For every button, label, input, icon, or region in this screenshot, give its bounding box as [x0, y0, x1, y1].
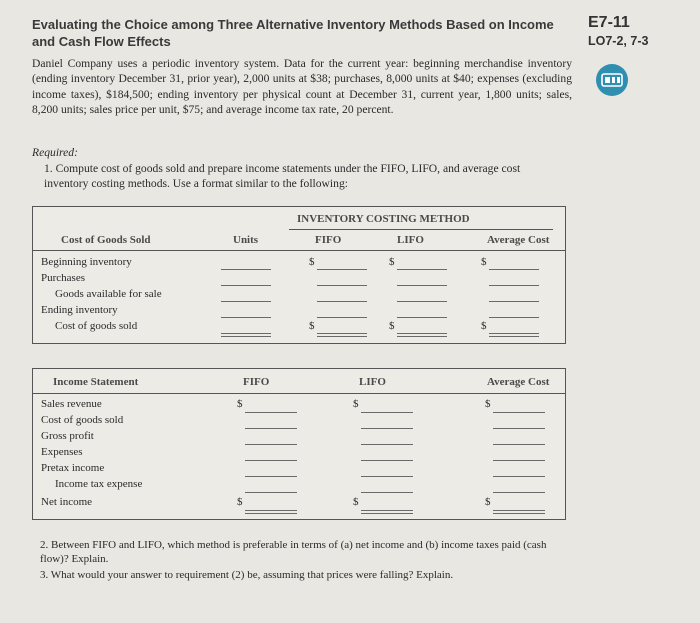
- answer-blank[interactable]: [317, 285, 367, 286]
- answer-blank[interactable]: [493, 444, 545, 445]
- dollar-sign: $: [309, 256, 315, 268]
- row-label: Gross profit: [41, 430, 94, 442]
- col-header-average: Average Cost: [487, 234, 550, 246]
- answer-blank[interactable]: [245, 428, 297, 429]
- dollar-sign: $: [485, 398, 491, 410]
- problem-statement: Daniel Company uses a periodic inventory system. Data for the current year: beginning merchandise inventory (ending inventory December 31, prior year), 2,000 units at $38; purchases, 8,000 units at $40; expenses (excluding income taxes), $184,500; ending inventory per physical count at December 31, current year, 1,800 units; sales, 8,200 units; sales price per unit, $75; and average income tax rate, 20 percent.: [32, 57, 572, 116]
- dollar-sign: $: [237, 496, 243, 508]
- exercise-code: E7-11: [588, 14, 630, 31]
- answer-blank[interactable]: [361, 460, 413, 461]
- row-label: Purchases: [41, 272, 85, 284]
- row-label: Beginning inventory: [41, 256, 132, 268]
- answer-blank[interactable]: [397, 269, 447, 270]
- dollar-sign: $: [389, 256, 395, 268]
- cogs-table: [32, 206, 566, 344]
- row-label: Income tax expense: [55, 478, 143, 490]
- answer-blank[interactable]: [245, 510, 297, 514]
- header-rule: [289, 229, 553, 230]
- row-label: Pretax income: [41, 462, 105, 474]
- col-header-fifo: FIFO: [243, 376, 270, 388]
- answer-blank[interactable]: [493, 412, 545, 413]
- answer-blank[interactable]: [245, 444, 297, 445]
- exercise-title: Evaluating the Choice among Three Alternative Inventory Methods Based on Income and Cash Flow Effects: [32, 17, 554, 49]
- col-header-lifo: LIFO: [359, 376, 386, 388]
- answer-blank[interactable]: [489, 269, 539, 270]
- answer-blank[interactable]: [493, 460, 545, 461]
- answer-blank[interactable]: [489, 285, 539, 286]
- income-statement-table: [32, 368, 566, 520]
- answer-blank[interactable]: [245, 412, 297, 413]
- col-header-cogs: Cost of Goods Sold: [61, 234, 151, 246]
- answer-blank[interactable]: [397, 301, 447, 302]
- dollar-sign: $: [485, 496, 491, 508]
- answer-blank[interactable]: [493, 492, 545, 493]
- answer-blank[interactable]: [245, 476, 297, 477]
- col-header-fifo: FIFO: [315, 234, 342, 246]
- answer-blank[interactable]: [397, 317, 447, 318]
- answer-blank[interactable]: [493, 510, 545, 514]
- row-label: Expenses: [41, 446, 83, 458]
- costing-method-header: INVENTORY COSTING METHOD: [297, 213, 470, 225]
- answer-blank[interactable]: [361, 510, 413, 514]
- col-header-units: Units: [233, 234, 259, 246]
- col-header-lifo: LIFO: [397, 234, 424, 246]
- header-divider: [33, 393, 565, 394]
- dollar-sign: $: [309, 320, 315, 332]
- row-label: Ending inventory: [41, 304, 118, 316]
- requirement-1: 1. Compute cost of goods sold and prepare income statements under the FIFO, LIFO, and average cost inventory costing methods. Use a format similar to the following:: [44, 162, 521, 191]
- answer-blank[interactable]: [221, 301, 271, 302]
- row-label: Sales revenue: [41, 398, 102, 410]
- answer-blank[interactable]: [317, 269, 367, 270]
- answer-blank[interactable]: [361, 412, 413, 413]
- answer-blank[interactable]: [489, 333, 539, 337]
- header-divider: [33, 250, 565, 251]
- video-badge[interactable]: [596, 64, 628, 96]
- dollar-sign: $: [237, 398, 243, 410]
- dollar-sign: $: [353, 398, 359, 410]
- answer-blank[interactable]: [397, 333, 447, 337]
- answer-blank[interactable]: [361, 492, 413, 493]
- col-header-income-statement: Income Statement: [53, 376, 139, 388]
- answer-blank[interactable]: [489, 301, 539, 302]
- answer-blank[interactable]: [245, 492, 297, 493]
- dollar-sign: $: [389, 320, 395, 332]
- dollar-sign: $: [481, 320, 487, 332]
- answer-blank[interactable]: [361, 476, 413, 477]
- required-label: Required:: [32, 146, 78, 159]
- answer-blank[interactable]: [493, 428, 545, 429]
- col-header-average: Average Cost: [487, 376, 550, 388]
- dollar-sign: $: [353, 496, 359, 508]
- row-label: Cost of goods sold: [41, 414, 124, 426]
- answer-blank[interactable]: [361, 444, 413, 445]
- answer-blank[interactable]: [493, 476, 545, 477]
- answer-blank[interactable]: [317, 317, 367, 318]
- answer-blank[interactable]: [221, 269, 271, 270]
- row-label: Goods available for sale: [55, 288, 162, 300]
- learning-objectives: LO7-2, 7-3: [588, 34, 649, 48]
- answer-blank[interactable]: [221, 333, 271, 337]
- answer-blank[interactable]: [245, 460, 297, 461]
- answer-blank[interactable]: [361, 428, 413, 429]
- requirement-2: 2. Between FIFO and LIFO, which method is preferable in terms of (a) net income and (b) income taxes paid (cash flow)? Explain.: [40, 539, 547, 565]
- requirement-3: 3. What would your answer to requirement (2) be, assuming that prices were falling? Explain.: [40, 569, 454, 581]
- answer-blank[interactable]: [489, 317, 539, 318]
- answer-blank[interactable]: [397, 285, 447, 286]
- answer-blank[interactable]: [221, 317, 271, 318]
- answer-blank[interactable]: [317, 301, 367, 302]
- video-icon: [601, 73, 623, 87]
- row-label: Net income: [41, 496, 93, 508]
- dollar-sign: $: [481, 256, 487, 268]
- row-label: Cost of goods sold: [55, 320, 138, 332]
- answer-blank[interactable]: [317, 333, 367, 337]
- answer-blank[interactable]: [221, 285, 271, 286]
